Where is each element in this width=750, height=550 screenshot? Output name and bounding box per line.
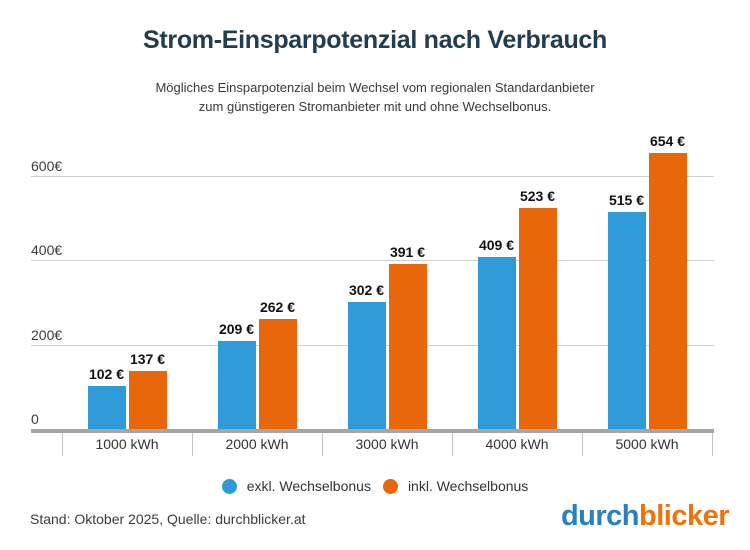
x-category-label-2000kwh: 2000 kWh (225, 436, 289, 452)
legend-label-inkl: inkl. Wechselbonus (407, 478, 529, 494)
legend-label-exkl: exkl. Wechselbonus (246, 478, 371, 494)
y-axis-label-600: 600€ (31, 157, 63, 174)
legend-item-exkl (222, 478, 371, 494)
bar-inkl-3000kwh (389, 264, 427, 429)
bar-exkl-2000kwh (218, 341, 256, 429)
bar-inkl-1000kwh (129, 371, 167, 429)
bar-value-label-exkl-1000kwh: 102 € (88, 365, 125, 382)
y-gridline-600 (31, 176, 714, 177)
source-note: Stand: Oktober 2025, Quelle: durchblicker.at (30, 511, 306, 527)
brand-logo (561, 500, 729, 533)
x-category-label-3000kwh: 3000 kWh (355, 436, 419, 452)
bar-value-label-exkl-3000kwh: 302 € (348, 281, 385, 298)
x-axis-line (31, 429, 714, 433)
x-tick-5 (712, 433, 713, 456)
legend-swatch-exkl (222, 479, 237, 494)
x-category-label-4000kwh: 4000 kWh (485, 436, 549, 452)
x-category-label-1000kwh: 1000 kWh (95, 436, 159, 452)
y-axis-label-0: 0 (31, 411, 39, 427)
x-tick-4 (582, 433, 583, 456)
bar-value-label-exkl-2000kwh: 209 € (218, 320, 255, 337)
x-tick-3 (452, 433, 453, 456)
legend (0, 478, 750, 494)
bar-value-label-inkl-2000kwh: 262 € (259, 298, 296, 315)
bar-exkl-3000kwh (348, 302, 386, 429)
x-tick-0 (62, 433, 63, 456)
bar-inkl-4000kwh (519, 208, 557, 429)
legend-item-inkl (383, 478, 528, 494)
y-axis-label-200: 200€ (31, 326, 63, 343)
bar-exkl-5000kwh (608, 212, 646, 429)
chart-subtitle-line2: zum günstigeren Stromanbieter mit und ohne Wechselbonus. (198, 99, 552, 114)
bar-value-label-inkl-5000kwh: 654 € (649, 133, 686, 150)
page-title: Strom-Einsparpotenzial nach Verbrauch (142, 26, 607, 54)
x-category-label-5000kwh: 5000 kWh (615, 436, 679, 452)
bar-value-label-exkl-5000kwh: 515 € (608, 191, 645, 208)
bar-inkl-5000kwh (649, 153, 687, 429)
x-tick-2 (322, 433, 323, 456)
bar-exkl-1000kwh (88, 386, 126, 429)
logo-part-blicker: blicker (639, 500, 729, 532)
bar-value-label-inkl-1000kwh: 137 € (129, 351, 166, 368)
bar-inkl-2000kwh (259, 319, 297, 429)
x-tick-1 (192, 433, 193, 456)
bar-exkl-4000kwh (478, 257, 516, 429)
chart-subtitle-line1: Mögliches Einsparpotenzial beim Wechsel vom regionalen Standardanbieter (155, 80, 595, 95)
bar-value-label-inkl-3000kwh: 391 € (389, 244, 426, 261)
legend-swatch-inkl (383, 479, 398, 494)
bar-value-label-exkl-4000kwh: 409 € (478, 236, 515, 253)
logo-part-durch: durch (560, 500, 639, 532)
bar-value-label-inkl-4000kwh: 523 € (519, 188, 556, 205)
y-axis-label-400: 400€ (31, 242, 63, 259)
